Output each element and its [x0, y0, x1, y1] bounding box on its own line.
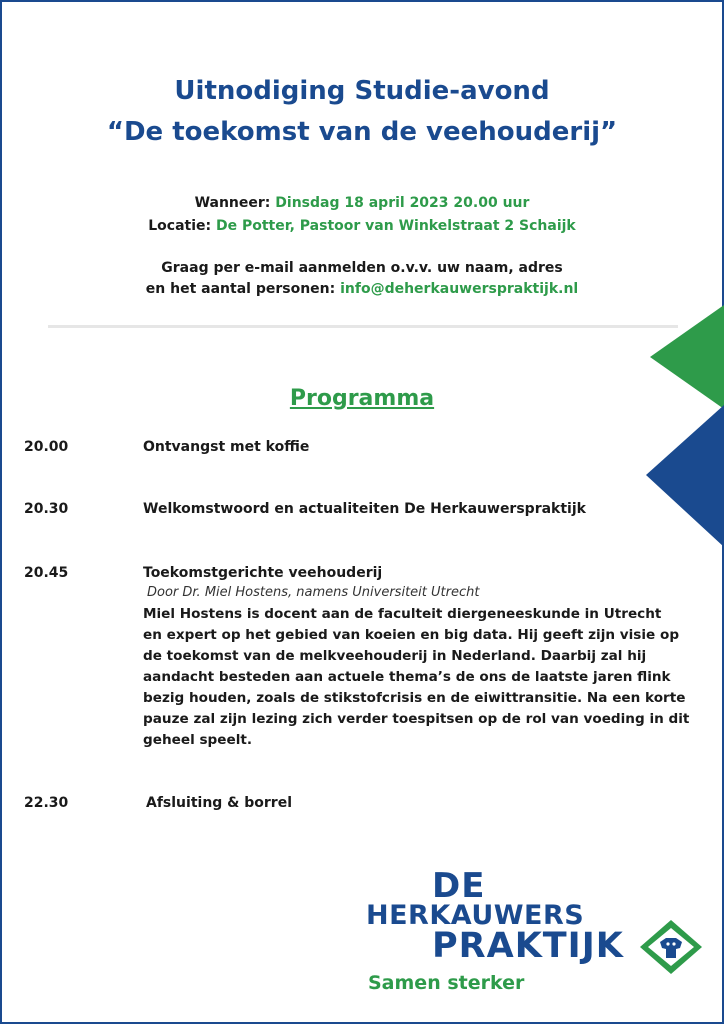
location-label: Locatie:: [148, 218, 212, 234]
program-time: 20.45: [24, 565, 69, 581]
program-time: 20.00: [24, 439, 69, 455]
logo-text-herkauwers: HERKAUWERS: [366, 900, 585, 931]
when-line: [0, 193, 724, 213]
location-line: [0, 216, 724, 236]
program-item: Welkomstwoord en actualiteiten De Herkauwerspraktijk: [143, 501, 586, 517]
when-value: Dinsdag 18 april 2023 20.00 uur: [275, 195, 530, 211]
program-item: Ontvangst met koffie: [143, 439, 310, 455]
cow-head-icon: [638, 918, 704, 976]
email-link[interactable]: info@deherkauwerspraktijk.nl: [340, 281, 579, 297]
talk-description: Miel Hostens is docent aan de faculteit diergeneeskunde in Utrecht en expert op het gebied van koeien en big data. Hij geeft zijn visie op de toekomst van de melkveehouderij in Nederland. Daarbij zal hij aandacht besteden aan actuele thema’s de ons de laatste jaren flink bezig houden, zoals de stikstofcrisis en de eiwittransitie. Na een korte pauze zal zijn lezing zich verder toespitsen op de rol van voeding in dit geheel speelt.: [143, 606, 690, 748]
signup-text: en het aantal personen:: [145, 281, 336, 297]
brand-logo: [360, 866, 710, 1006]
program-heading: Programma: [289, 386, 435, 411]
page-title: Uitnodiging Studie-avond: [174, 76, 550, 106]
blue-triangle-decoration: [646, 405, 724, 547]
divider: [48, 325, 678, 328]
logo-text-praktijk: PRAKTIJK: [432, 926, 624, 966]
program-time: 22.30: [24, 795, 69, 811]
signup-line-1: Graag per e-mail aanmelden o.v.v. uw naam, adres: [161, 260, 563, 276]
signup-line-2: [0, 279, 724, 299]
location-value: De Potter, Pastoor van Winkelstraat 2 Schaijk: [216, 218, 576, 234]
logo-tagline: Samen sterker: [368, 972, 525, 994]
program-item: Toekomstgerichte veehouderij: [143, 565, 383, 581]
program-time: 20.30: [24, 501, 69, 517]
speaker-byline: Door Dr. Miel Hostens, namens Universiteit Utrecht: [147, 585, 480, 600]
page-subtitle: “De toekomst van de veehouderij”: [106, 117, 618, 147]
when-label: Wanneer:: [194, 195, 271, 211]
program-item: Afsluiting & borrel: [146, 795, 293, 811]
logo-text-de: DE: [432, 866, 486, 906]
